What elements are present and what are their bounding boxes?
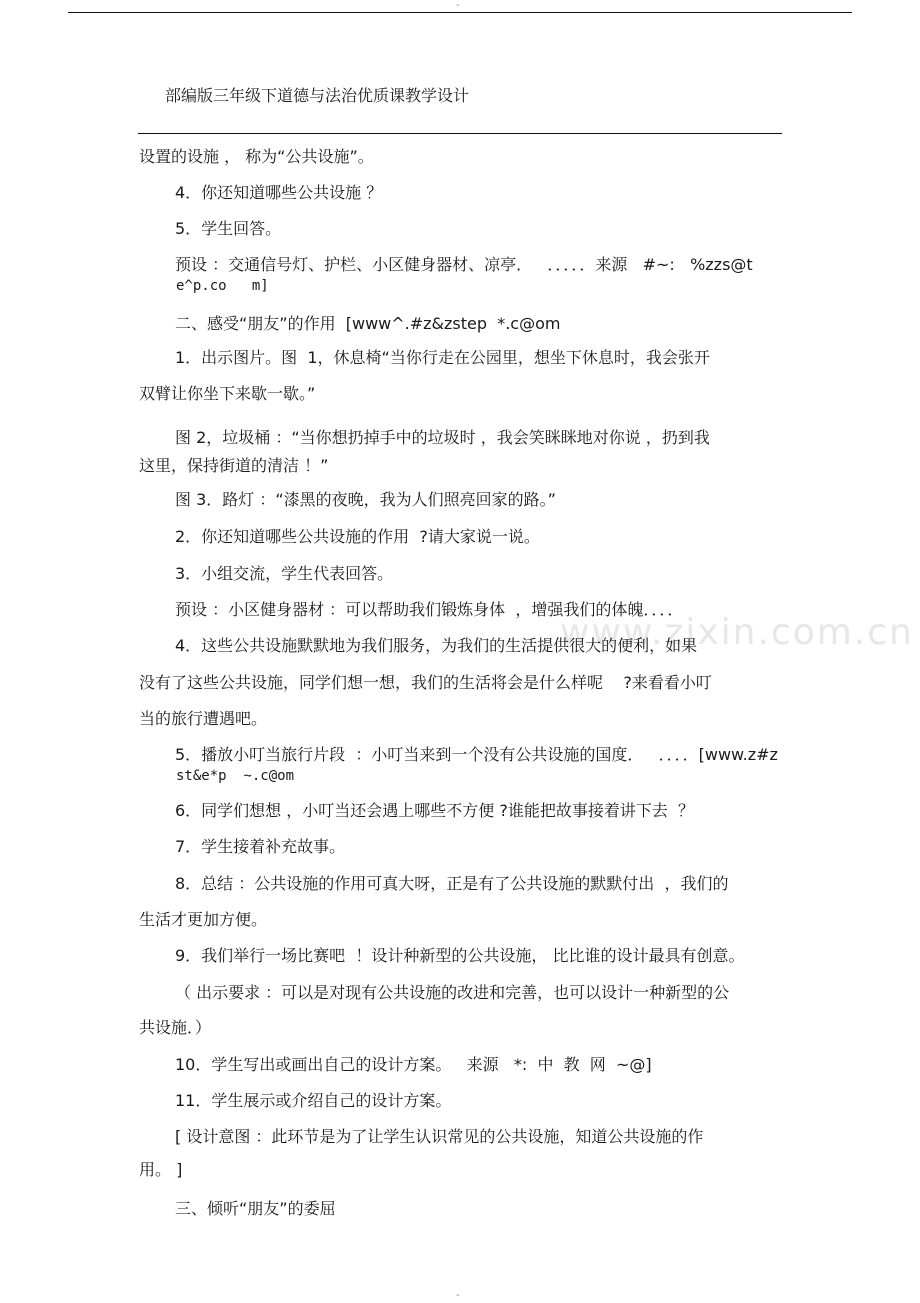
text-line: 7．学生接着补充故事。 [175,837,346,856]
text-line: 预设 ：小区健身器材 ：可以帮助我们锻炼身体 ，增强我们的体魄．．．． [175,600,684,619]
top-page-mark: - [456,0,460,11]
text-line: 5．学生回答。 [175,219,282,238]
text-line: 共设施．） [139,1018,212,1037]
text-line: 预设 ：交通信号灯、护栏、小区健身器材、凉亭． ．．．．．来源 #~: %zzs@t [175,255,753,274]
section-heading: 三、倾听“朋友”的委屈 [175,1199,336,1218]
text-line: 4．你还知道哪些公共设施 ？ [175,183,383,202]
watermark: www.zixin.com.cn [560,612,914,653]
header-rule [138,133,782,134]
text-line: st&e*p ~.c@om [176,768,295,784]
text-line: 9．我们举行一场比赛吧 ！设计种新型的公共设施， 比比谁的设计最具有创意。 [175,946,745,965]
text-line: 11．学生展示或介绍自己的设计方案。 [175,1091,452,1110]
text-line: （ 出示要求 ：可以是对现有公共设施的改进和完善，也可以设计一种新型的公 [175,983,730,1002]
bottom-page-mark: - [456,1290,460,1301]
text-line: 6．同学们想想 ，小叮当还会遇上哪些不方便 ?谁能把故事接着讲下去 ？ [175,801,695,820]
text-line: 没有了这些公共设施，同学们想一想，我们的生活将会是什么样呢 ?来看看小叮 [139,673,712,692]
section-heading: 二、感受“朋友”的作用 [www^.#z&zstep *.c@om [175,314,561,333]
text-line: 设置的设施 ， 称为“公共设施”。 [139,147,374,166]
text-line: 4．这些公共设施默默地为我们服务，为我们的生活提供很大的便利，如果 [175,636,698,655]
text-line: [ 设计意图 ：此环节是为了让学生认识常见的公共设施，知道公共设施的作 [175,1127,704,1146]
text-line: 5．播放小叮当旅行片段 ：小叮当来到一个没有公共设施的国度． ．．．．[www.z#z [175,745,778,764]
text-line: 2．你还知道哪些公共设施的作用 ?请大家说一说。 [175,527,540,546]
text-line: 3．小组交流，学生代表回答。 [175,564,394,583]
text-line: 双臂让你坐下来歇一歇。” [139,384,316,403]
text-line: 1．出示图片。图 1，休息椅“当你行走在公园里，想坐下休息时，我会张开 [175,348,710,367]
text-line: 用。 ] [139,1160,183,1179]
text-line: 图 2，垃圾桶 ：“当你想扔掉手中的垃圾时 ，我会笑眯眯地对你说 ，扔到我 [175,428,710,447]
text-line: 当的旅行遭遇吧。 [139,709,268,728]
text-line: 这里，保持街道的清洁 ！” [139,456,329,475]
text-line: 生活才更加方便。 [139,910,268,929]
top-rule [68,12,852,13]
text-line: 图 3．路灯 ：“漆黑的夜晚，我为人们照亮回家的路。” [175,490,556,509]
text-line: 10．学生写出或画出自己的设计方案。 来源 *: 中 教 网 ~@] [175,1055,652,1074]
text-line: e^p.co m] [176,278,269,294]
page-header-title: 部编版三年级下道德与法治优质课教学设计 [165,86,470,105]
text-line: 8．总结 ：公共设施的作用可真大呀，正是有了公共设施的默默付出 ，我们的 [175,874,729,893]
